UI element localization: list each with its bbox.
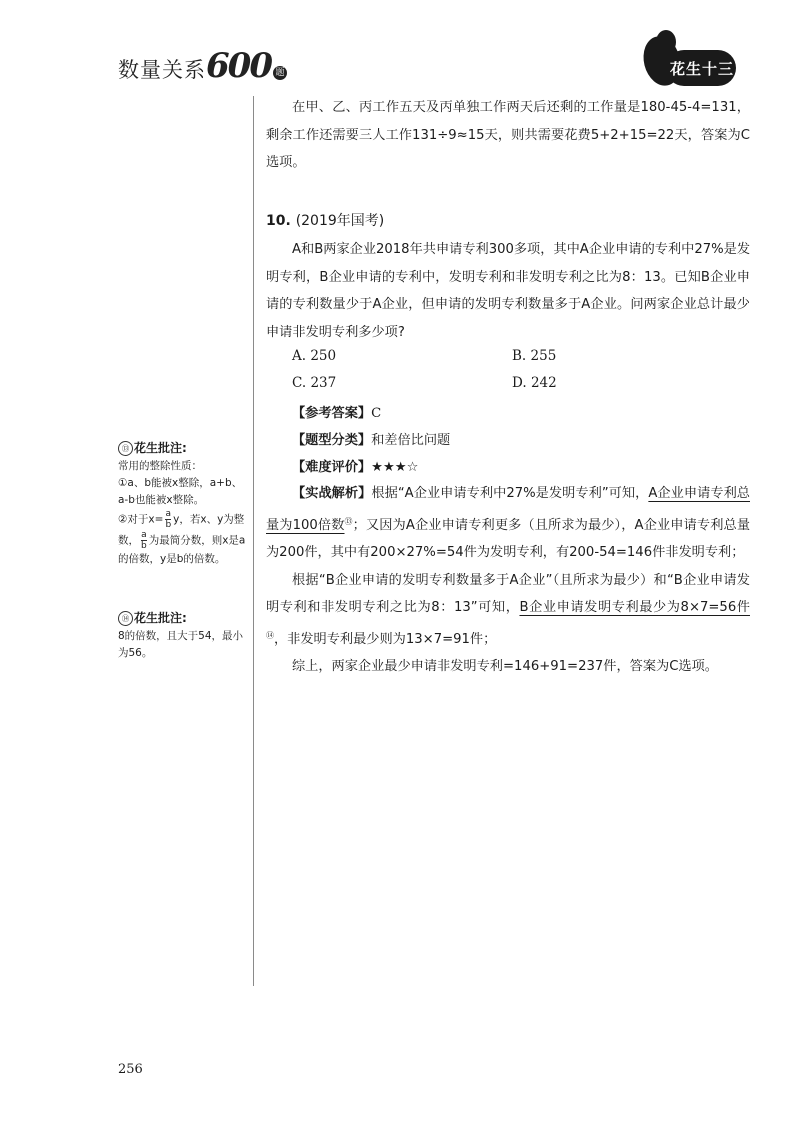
note-text: ②对于x= [118,513,164,526]
note-line: 常用的整除性质： [118,460,202,472]
note-text: 为最简分数，则x是a的倍数，y是b的倍数。 [118,534,246,565]
note-number: ⑭ [118,611,133,626]
note-text: y，若x、y为整数， [118,513,245,547]
analysis-paragraph-2 [266,567,750,654]
question-stem-text: A和B两家企业2018年共申请专利300多项，其中A企业申请的专利中27%是发明专利，B企业申请的专利中，发明专利和非发明专利之比为8：13。已知B企业申请的专利数量少于A企业，但申请的发明专利数量多于A企业。问两家企业总计最少申请非发明专利多少项? [266,242,751,340]
category-line [292,429,450,448]
analysis-text: ，非发明专利最少则为13×7=91件； [274,631,497,647]
difficulty-label: 【难度评价】 [292,460,372,475]
analysis-text: 根据“B企业申请的发明专利数量多于A企业”（且所求为最少）和“B企业申请发明专利和非发明专利之比为8：13”可知， [266,572,750,615]
option-value: 250 [310,348,337,364]
analysis-paragraph-1 [266,480,750,567]
option-label: A. [292,348,307,364]
peanut-shape-top [656,30,676,54]
book-title [118,46,287,86]
answer-label: 【参考答案】 [292,406,372,421]
analysis-key-point: B企业申请发明专利最少为8×7=56件 [519,600,750,615]
difficulty-line [292,456,418,475]
option-c [292,375,336,391]
book-title-number: 600 [206,46,271,86]
option-value: 237 [310,375,337,391]
note-title [118,438,250,458]
option-d [512,375,557,391]
option-label: C. [292,375,307,391]
footnote-marker: ⑭ [266,630,274,640]
analysis-paragraph-3: 综上，两家企业最少申请非发明专利=146+91=237件，答案为C选项。 [292,659,718,674]
previous-solution [266,94,750,177]
option-label: B. [512,348,527,364]
analysis-label: 【实战解析】 [292,486,372,501]
difficulty-stars: ★★★☆ [371,460,419,475]
fraction [141,530,147,551]
question-stem [266,236,750,346]
question-number: 10. [266,213,291,229]
fraction-numerator: a [165,509,172,519]
brand-text: 花生十三 [670,60,735,78]
brand-logo [640,30,736,92]
sidebar-note [118,438,250,568]
fraction-numerator: a [141,530,147,540]
analysis-key-point: A企业申请专利总量为100倍数 [266,486,750,533]
option-label: D. [512,375,527,391]
answer-line [292,402,381,421]
question-source: (2019年国考) [295,213,385,229]
note-title-text: 花生批注: [134,611,187,625]
fraction [165,509,171,530]
option-value: 255 [530,348,557,364]
fraction-denominator: b [165,520,172,530]
note-line: ①a、b能被x整除，a+b、a-b也能被x整除。 [118,477,243,506]
category-label: 【题型分类】 [292,433,372,448]
option-value: 242 [530,375,557,391]
book-title-suffix: 题 [273,66,287,80]
answer-value: C [371,406,382,421]
footnote-marker: ⑬ [344,516,353,526]
previous-solution-text: 在甲、乙、丙工作五天及丙单独工作两天后还剩的工作量是180-45-4=131，剩余工作还需要三人工作131÷9≈15天，则共需要花费5+2+15=22天，答案为C选项。 [266,100,750,170]
book-title-text: 数量关系 [118,58,206,82]
analysis-text: ；又因为A企业申请专利更多（且所求为最少），A企业申请专利总量为200件，其中有200×27%=54件为发明专利，有200-54=146件非发明专利； [266,517,751,560]
note-title [118,608,250,628]
sidebar-note [118,608,250,662]
question-heading [266,210,384,230]
note-title-text: 花生批注: [134,441,187,455]
note-number: ⑬ [118,441,133,456]
page-number: 256 [118,1062,143,1077]
analysis-text: 根据“A企业申请专利中27%是发明专利”可知， [371,486,649,501]
fraction-denominator: b [141,541,147,551]
analysis [266,480,750,681]
category-value: 和差倍比问题 [371,433,451,448]
note-line [118,509,250,568]
column-divider [253,96,254,986]
option-b [512,348,556,364]
note-line: 8的倍数，且大于54，最小为56。 [118,630,244,659]
option-a [292,348,336,364]
